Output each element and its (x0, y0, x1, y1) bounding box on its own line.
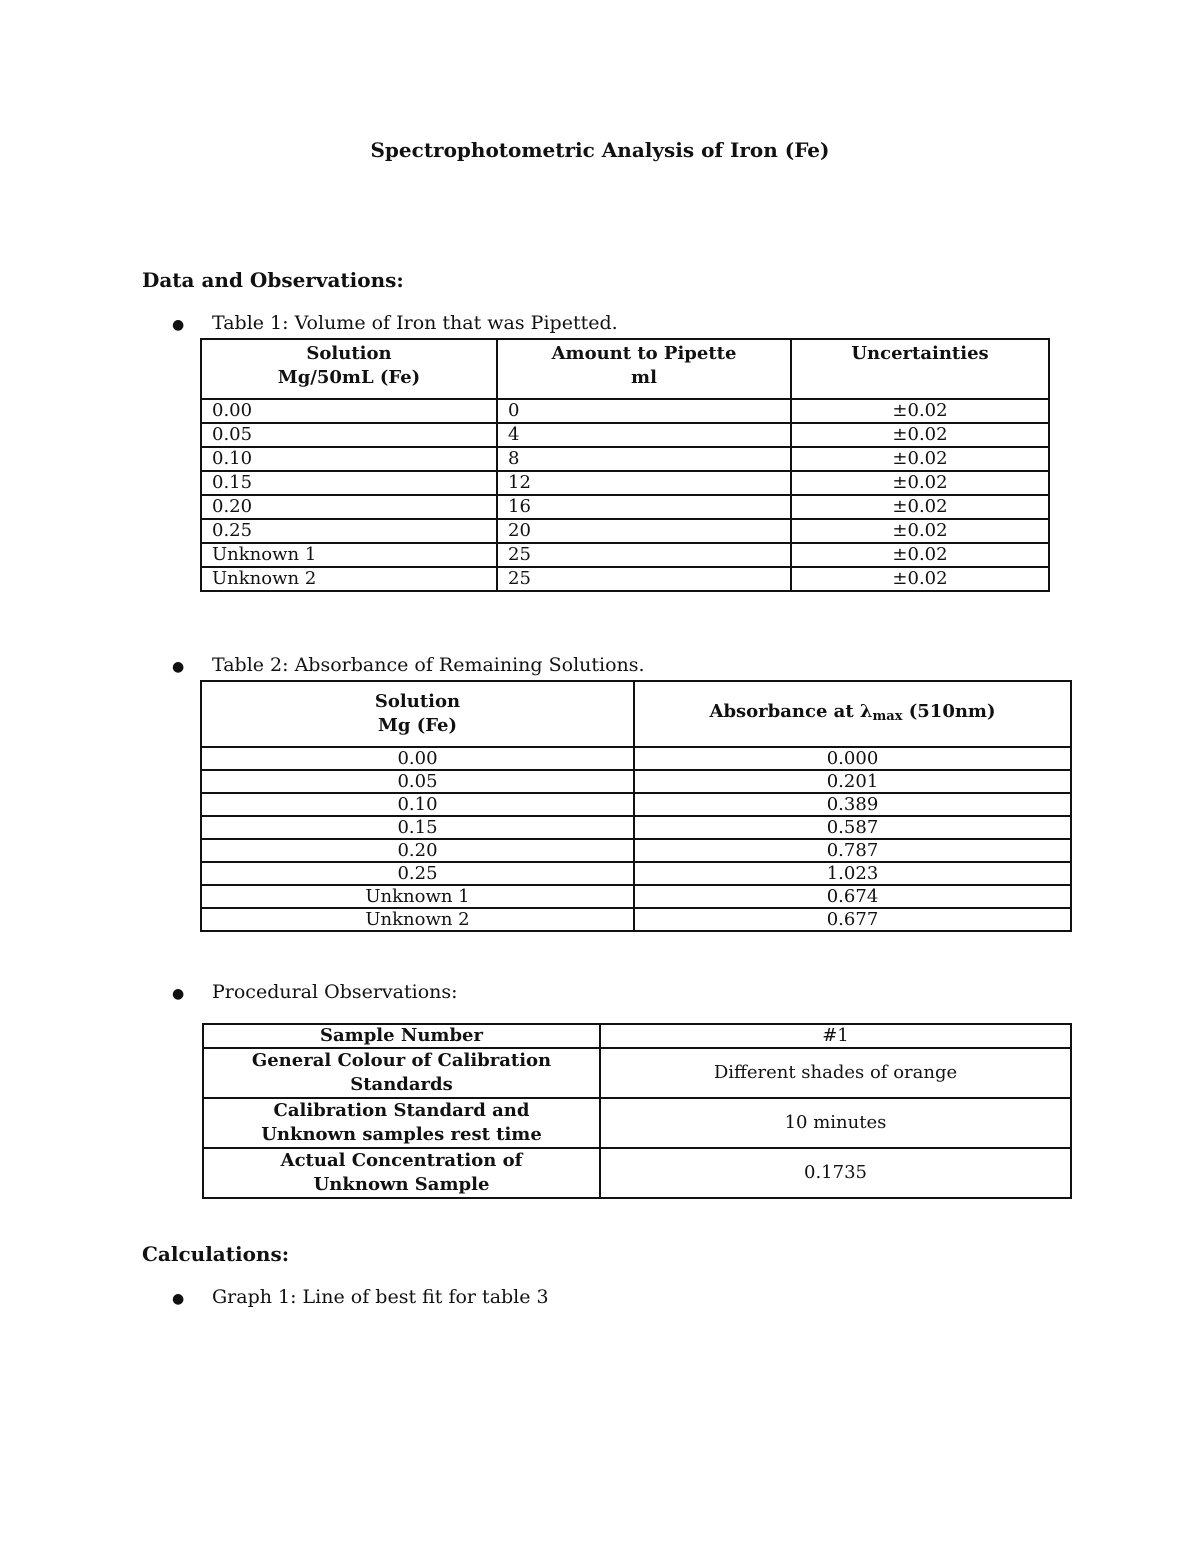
cell-uncertainty: ±0.02 (791, 447, 1049, 471)
calculations-heading: Calculations: (142, 1242, 290, 1266)
cell-uncertainty: ±0.02 (791, 495, 1049, 519)
table1-volume-pipetted (200, 338, 1050, 592)
cell-uncertainty: ±0.02 (791, 519, 1049, 543)
table-row (201, 447, 1049, 471)
cell-solution: 0.10 (201, 447, 497, 471)
table-row (203, 1024, 1071, 1048)
cell-key: Sample Number (203, 1024, 600, 1048)
cell-value: Different shades of orange (600, 1048, 1071, 1098)
cell-absorbance: 0.201 (634, 770, 1071, 793)
bullet-icon: ● (172, 659, 185, 675)
table-row (201, 423, 1049, 447)
header-line: Solution (306, 343, 392, 364)
cell-solution: 0.15 (201, 816, 634, 839)
cell-key (203, 1148, 600, 1198)
table-row (201, 399, 1049, 423)
table-row (203, 1098, 1071, 1148)
cell-uncertainty: ±0.02 (791, 399, 1049, 423)
key-line: Actual Concentration of (280, 1150, 523, 1171)
table-row (201, 885, 1071, 908)
header-line: Mg (Fe) (377, 715, 458, 736)
table-row (201, 839, 1071, 862)
cell-uncertainty: ±0.02 (791, 471, 1049, 495)
header-line: Mg/50mL (Fe) (277, 367, 421, 388)
table1-header-row (201, 339, 1049, 399)
cell-absorbance: 0.587 (634, 816, 1071, 839)
table2-absorbance (200, 680, 1072, 932)
bullet-icon: ● (172, 1291, 185, 1307)
table2-header-solution (201, 681, 634, 747)
cell-uncertainty: ±0.02 (791, 543, 1049, 567)
observations-caption: Procedural Observations: (212, 981, 458, 1003)
header-line: Amount to Pipette (551, 343, 737, 364)
table-row (201, 495, 1049, 519)
bullet-icon: ● (172, 317, 185, 333)
table2-header-absorbance (634, 681, 1071, 747)
cell-amount: 20 (497, 519, 791, 543)
header-prefix: Absorbance at λ (709, 700, 873, 722)
observations-caption-item (172, 981, 458, 1003)
cell-absorbance: 0.787 (634, 839, 1071, 862)
table1-header-uncertainties: Uncertainties (791, 339, 1049, 399)
table-row (201, 793, 1071, 816)
key-line: Standards (350, 1074, 453, 1095)
key-line: General Colour of Calibration (251, 1050, 552, 1071)
cell-amount: 4 (497, 423, 791, 447)
cell-solution: 0.00 (201, 399, 497, 423)
table-row (201, 816, 1071, 839)
cell-solution: 0.05 (201, 770, 634, 793)
header-line: ml (631, 367, 657, 388)
cell-amount: 8 (497, 447, 791, 471)
header-line: Solution (374, 691, 461, 712)
table1-header-solution (201, 339, 497, 399)
cell-key (203, 1098, 600, 1148)
cell-amount: 0 (497, 399, 791, 423)
table-row (201, 519, 1049, 543)
graph1-caption-item (172, 1286, 549, 1308)
cell-solution: Unknown 1 (201, 543, 497, 567)
cell-uncertainty: ±0.02 (791, 423, 1049, 447)
cell-solution: 0.20 (201, 495, 497, 519)
key-line: Unknown samples rest time (261, 1124, 542, 1145)
cell-solution: Unknown 1 (201, 885, 634, 908)
cell-amount: 25 (497, 567, 791, 591)
table1-header-amount (497, 339, 791, 399)
cell-amount: 16 (497, 495, 791, 519)
table-row (201, 862, 1071, 885)
table1-caption: Table 1: Volume of Iron that was Pipetted. (212, 312, 618, 334)
cell-value: 10 minutes (600, 1098, 1071, 1148)
cell-absorbance: 0.000 (634, 747, 1071, 770)
table1-caption-item (172, 312, 618, 334)
table3-procedural-observations (202, 1023, 1072, 1199)
table-row (201, 471, 1049, 495)
cell-value: 0.1735 (600, 1148, 1071, 1198)
bullet-icon: ● (172, 986, 185, 1002)
key-line: Unknown Sample (313, 1174, 490, 1195)
cell-absorbance: 0.677 (634, 908, 1071, 931)
table-row (201, 747, 1071, 770)
document-title: Spectrophotometric Analysis of Iron (Fe) (370, 138, 830, 162)
cell-amount: 12 (497, 471, 791, 495)
key-line: Calibration Standard and (273, 1100, 530, 1121)
table-row (203, 1148, 1071, 1198)
cell-solution: 0.05 (201, 423, 497, 447)
graph1-caption: Graph 1: Line of best fit for table 3 (212, 1286, 549, 1308)
header-suffix: (510nm) (902, 700, 996, 722)
table-row (201, 543, 1049, 567)
cell-solution: Unknown 2 (201, 567, 497, 591)
cell-solution: 0.25 (201, 519, 497, 543)
cell-solution: 0.25 (201, 862, 634, 885)
cell-solution: 0.20 (201, 839, 634, 862)
cell-value: #1 (600, 1024, 1071, 1048)
cell-solution: 0.10 (201, 793, 634, 816)
cell-key (203, 1048, 600, 1098)
cell-absorbance: 1.023 (634, 862, 1071, 885)
table2-caption-item (172, 654, 645, 676)
data-observations-heading: Data and Observations: (142, 268, 404, 292)
cell-solution: Unknown 2 (201, 908, 634, 931)
table-row (203, 1048, 1071, 1098)
table-row (201, 567, 1049, 591)
table2-caption: Table 2: Absorbance of Remaining Solutions. (212, 654, 645, 676)
cell-amount: 25 (497, 543, 791, 567)
cell-absorbance: 0.674 (634, 885, 1071, 908)
cell-absorbance: 0.389 (634, 793, 1071, 816)
cell-uncertainty: ±0.02 (791, 567, 1049, 591)
cell-solution: 0.15 (201, 471, 497, 495)
table2-header-row (201, 681, 1071, 747)
table-row (201, 770, 1071, 793)
cell-solution: 0.00 (201, 747, 634, 770)
table-row (201, 908, 1071, 931)
header-subscript: max (872, 708, 903, 724)
